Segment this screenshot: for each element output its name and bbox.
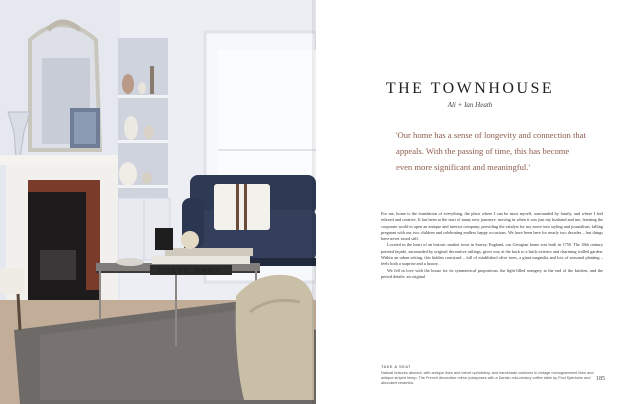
body-paragraph: For me, home is the foundation of everything, the place where I can be most myself, surrounded by family, and where I feel relaxed and creative. It has been at the start of many new journeys: moving in when it was just my husband and me; learning the corporate world to open an antique and interior company; providing the catalyst for my move into styling and journalism; falling pregnant with our two children and celebrating endless happy occasions. We have been here for nearly two decades – but things have never stood still.: [381, 211, 603, 242]
article-body: [381, 211, 603, 280]
page-number: 185: [596, 376, 605, 382]
pull-quote: 'Our home has a sense of longevity and connection that appeals. With the passing of time, this has become even more significant and meaningful.': [396, 130, 586, 172]
article-author: Ali + Ian Heath: [447, 101, 493, 109]
photo-caption: Natural textures abound, with antique linen and velvet upholstery, and handmade cushions in vintage monogrammed linen and antique striped hemp. The French decorative mirror juxtaposes with a Danish mid-century coffee table by Poul Kjærholm and abundant ceramics.: [381, 371, 594, 386]
body-paragraph: Located in the heart of an historic market town in Surrey, England, our Georgian home was built in 1750. The 18th century pointed façade, surrounded by original decorative railings, gives way at the back to a brick exterior and charming walled garden. Within an urban setting, this hidden courtyard – full of established olive trees, a giant magnolia and lots of seasonal planting – feels both a surprise and a luxury.: [381, 242, 603, 267]
caption-heading: TAKE A SEAT: [381, 365, 412, 369]
article-title: THE TOWNHOUSE: [385, 80, 555, 97]
book-spine-text: GUESS WHO?: [158, 268, 221, 275]
article-page: [316, 0, 624, 404]
body-paragraph: We fell in love with the house for its symmetrical proportions, the light-filled orangery at the end of the kitchen, and the period details: an original: [381, 267, 603, 279]
